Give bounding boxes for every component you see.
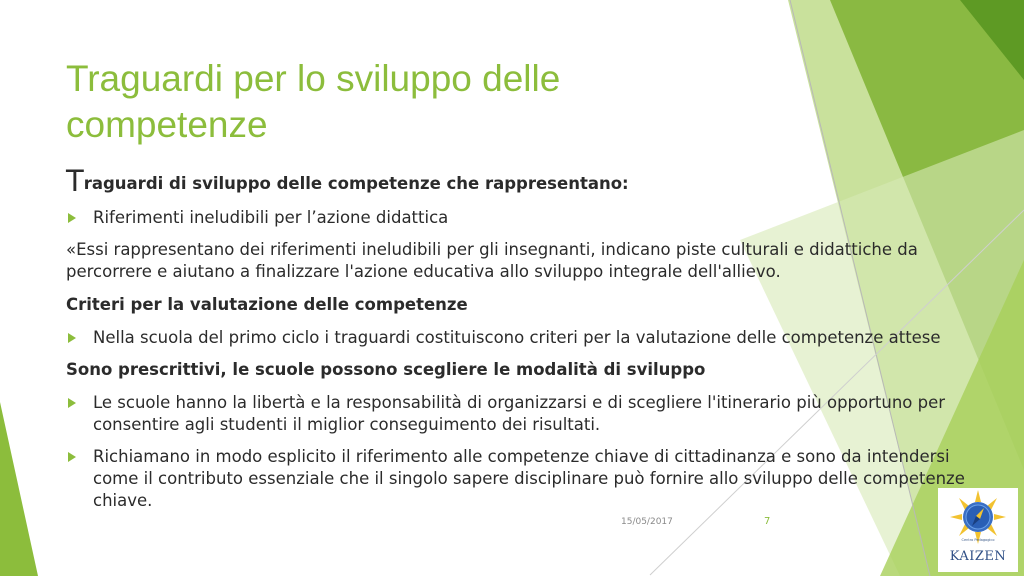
logo-name: KAIZEN bbox=[949, 549, 1007, 564]
slide-title: Traguardi per lo sviluppo delle competenze bbox=[66, 58, 561, 145]
triangle-bullet-icon bbox=[68, 398, 76, 408]
heading-criteria: Criteri per la valutazione delle competenze bbox=[66, 295, 468, 314]
bullet-item bbox=[66, 327, 986, 349]
bullet-text: Le scuole hanno la libertà e la responsabilità di organizzarsi e di scegliere l'itinerario più opportuno per consentire agli studenti il miglior conseguimento dei risultati. bbox=[93, 393, 946, 434]
bullet-item bbox=[66, 446, 986, 512]
subtitle-first-letter: T bbox=[66, 164, 84, 198]
triangle-bullet-icon bbox=[68, 213, 76, 223]
bullet-text: Riferimenti ineludibili per l’azione didattica bbox=[93, 208, 449, 227]
page-number: 7 bbox=[764, 516, 771, 527]
bullet-text: Richiamano in modo esplicito il riferimento alle competenze chiave di cittadinanza e sono da intendersi come il contributo essenziale che il singolo sapere disciplinare può fornire allo sviluppo delle competenze chiave. bbox=[93, 447, 965, 510]
slide-content bbox=[66, 164, 986, 522]
bullet-item bbox=[66, 207, 986, 229]
quote-paragraph: «Essi rappresentano dei riferimenti ineludibili per gli insegnanti, indicano piste culturali e didattiche da percorrere e aiutano a finalizzare l'azione educativa allo sviluppo integrale dell'allievo. bbox=[66, 240, 918, 281]
bullet-text: Nella scuola del primo ciclo i traguardi costituiscono criteri per la valutazione delle competenze attese bbox=[93, 328, 941, 347]
kaizen-logo bbox=[938, 488, 1018, 572]
footer-date: 15/05/2017 bbox=[621, 517, 673, 527]
subtitle bbox=[66, 164, 986, 198]
subtitle-rest: raguardi di sviluppo delle competenze che rappresentano: bbox=[83, 174, 629, 193]
logo-subtitle: Centro Pedagogico bbox=[961, 538, 995, 542]
triangle-bullet-icon bbox=[68, 452, 76, 462]
bullet-item bbox=[66, 392, 986, 436]
triangle-bullet-icon bbox=[68, 333, 76, 343]
heading-prescriptive: Sono prescrittivi, le scuole possono scegliere le modalità di sviluppo bbox=[66, 360, 706, 379]
